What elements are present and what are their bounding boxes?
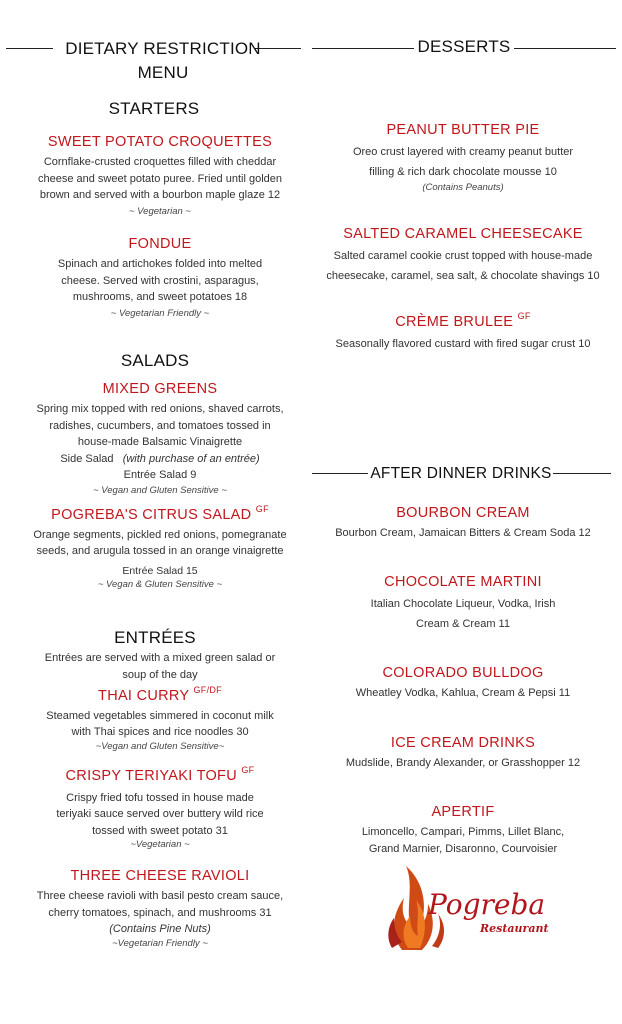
dietary-header (40, 37, 286, 85)
item-desc-line: brown and served with a bourbon maple glaze 12 (39, 189, 281, 201)
salad-item-mixed-greens (10, 381, 310, 496)
item-name: SWEET POTATO CROQUETTES (47, 134, 273, 150)
item-desc-line: Limoncello, Campari, Pimms, Lillet Blanc, (361, 826, 565, 838)
item-name: BOURBON CREAM (396, 505, 530, 521)
entree-salad-line: Entrée Salad 9 (123, 469, 197, 481)
item-desc-line: Three cheese ravioli with basil pesto cream sauce, (36, 890, 284, 902)
item-note: ~ Vegetarian ~ (129, 205, 191, 217)
entree-item-thai-curry (10, 686, 310, 752)
salad-item-citrus (10, 505, 310, 590)
item-desc-line: Crispy fried tofu tossed in house made (66, 791, 254, 804)
item-desc-line: Oreo crust layered with creamy peanut butter (352, 146, 574, 158)
item-desc-line: house-made Balsamic Vinaigrette (77, 436, 243, 448)
item-desc-line: Mudslide, Brandy Alexander, or Grasshopper 12 (345, 757, 581, 769)
item-note: ~ Vegetarian Friendly ~ (110, 307, 210, 319)
item-desc-line: Seasonally flavored custard with fired sugar crust 10 (335, 337, 591, 350)
item-note: (Contains Peanuts) (422, 182, 504, 193)
item-desc-line: Wheatley Vodka, Kahlua, Cream & Pepsi 11 (355, 687, 571, 699)
item-desc-line: Spinach and artichokes folded into melted (57, 258, 263, 270)
item-desc-line: Bourbon Cream, Jamaican Bitters & Cream Soda 12 (335, 527, 591, 539)
dietary-header-line1: DIETARY RESTRICTION (65, 39, 261, 58)
item-allergen: (Contains Pine Nuts) (109, 923, 211, 935)
item-desc-line: teriyaki sauce served over buttery wild rice (56, 808, 264, 821)
item-name: COLORADO BULLDOG (382, 665, 544, 681)
item-name: CHOCOLATE MARTINI (384, 574, 542, 590)
intro-line: soup of the day (122, 668, 198, 681)
entree-item-ravioli (10, 868, 310, 949)
entrees-title: ENTRÉES (114, 628, 196, 647)
item-name-row (10, 505, 310, 523)
header-rule-right-a (312, 48, 414, 49)
salads-title: SALADS (120, 351, 190, 370)
item-desc-line: Spring mix topped with red onions, shaved carrots, (36, 403, 284, 415)
item-desc-line: radishes, cucumbers, and tomatoes tossed in (49, 419, 271, 432)
drink-item-ice-cream (312, 735, 614, 772)
item-name-row (312, 312, 614, 330)
item-note: ~Vegan and Gluten Sensitive~ (95, 740, 225, 752)
entrees-intro (10, 650, 310, 683)
item-note: ~Vegetarian Friendly ~ (112, 937, 208, 949)
item-desc-line: Steamed vegetables simmered in coconut milk (46, 709, 274, 722)
desserts-title: DESSERTS (417, 37, 511, 56)
starters-item-croquettes (10, 134, 310, 217)
logo-name: Pogreba (428, 888, 546, 921)
item-desc-line: Cream & Cream 11 (416, 618, 510, 630)
item-name: MIXED GREENS (102, 381, 218, 397)
dietary-tag: GF (241, 765, 255, 775)
entree-salad-line: Entrée Salad 15 (122, 564, 198, 577)
dessert-item-creme-brulee (312, 312, 614, 352)
drink-item-chocolate-martini (312, 574, 614, 634)
item-note: ~ Vegan & Gluten Sensitive ~ (97, 579, 223, 591)
item-desc-line: cheese. Served with crostini, asparagus, (61, 274, 259, 287)
dessert-item-peanut-butter-pie (312, 122, 614, 193)
item-desc-line: Cornflake-crusted croquettes filled with cheddar (43, 156, 277, 168)
item-name-row (10, 686, 310, 704)
header-rule-right-b (514, 48, 616, 49)
item-name: SALTED CARAMEL CHEESECAKE (343, 226, 583, 242)
item-name: THAI CURRY (98, 687, 190, 704)
dessert-item-cheesecake (312, 226, 614, 286)
item-name: POGREBA'S CITRUS SALAD (51, 506, 252, 523)
item-desc-line: tossed with sweet potato 31 (92, 824, 228, 837)
item-desc-line: seeds, and arugula tossed in an orange vinaigrette (36, 545, 284, 558)
dietary-tag: GF/DF (193, 685, 222, 695)
item-note: ~Vegetarian ~ (130, 839, 190, 851)
side-salad-note: (with purchase of an entrée) (122, 452, 260, 465)
item-name: THREE CHEESE RAVIOLI (70, 868, 250, 884)
starters-title: STARTERS (108, 99, 200, 118)
item-desc-line: Salted caramel cookie crust topped with house-made (333, 250, 593, 262)
item-name-row (10, 766, 310, 784)
drinks-title: AFTER DINNER DRINKS (370, 465, 552, 482)
item-desc-line: cheesecake, caramel, sea salt, & chocolate shavings 10 (326, 270, 600, 282)
item-name: FONDUE (128, 236, 192, 252)
item-name: ICE CREAM DRINKS (390, 735, 536, 751)
drinks-rule-a (312, 473, 368, 474)
item-note: ~ Vegan and Gluten Sensitive ~ (93, 484, 227, 496)
entree-item-teriyaki-tofu (10, 766, 310, 850)
restaurant-logo (384, 862, 554, 952)
item-desc-line: filling & rich dark chocolate mousse 10 (369, 166, 557, 178)
item-name: CRISPY TERIYAKI TOFU (65, 767, 237, 784)
logo-sub: Restaurant (480, 922, 549, 935)
item-name: APERTIF (431, 804, 495, 820)
side-salad-line (10, 451, 310, 468)
drink-item-colorado-bulldog (312, 665, 614, 702)
item-name: CRÈME BRULEE (395, 313, 514, 330)
item-desc-line: Orange segments, pickled red onions, pomegranate (33, 528, 287, 541)
item-desc-line: Grand Marnier, Disaronno, Courvoisier (368, 842, 558, 855)
dietary-header-line2: MENU (137, 63, 189, 82)
item-desc-line: mushrooms, and sweet potatoes 18 (72, 291, 248, 303)
item-desc-line: with Thai spices and rice noodles 30 (71, 726, 249, 739)
drink-item-apertif (312, 804, 614, 857)
dietary-tag: GF (255, 504, 269, 514)
side-salad-label: Side Salad (60, 452, 114, 465)
starters-item-fondue (10, 236, 310, 319)
item-name: PEANUT BUTTER PIE (386, 122, 540, 138)
intro-line: Entrées are served with a mixed green salad or (44, 652, 276, 664)
drinks-rule-b (553, 473, 611, 474)
drink-item-bourbon-cream (312, 505, 614, 542)
dietary-tag: GF (517, 311, 531, 321)
item-desc-line: cherry tomatoes, spinach, and mushrooms 31 (48, 906, 272, 919)
item-desc-line: Italian Chocolate Liqueur, Vodka, Irish (370, 598, 556, 610)
item-desc-line: cheese and sweet potato puree. Fried until golden (38, 172, 282, 185)
